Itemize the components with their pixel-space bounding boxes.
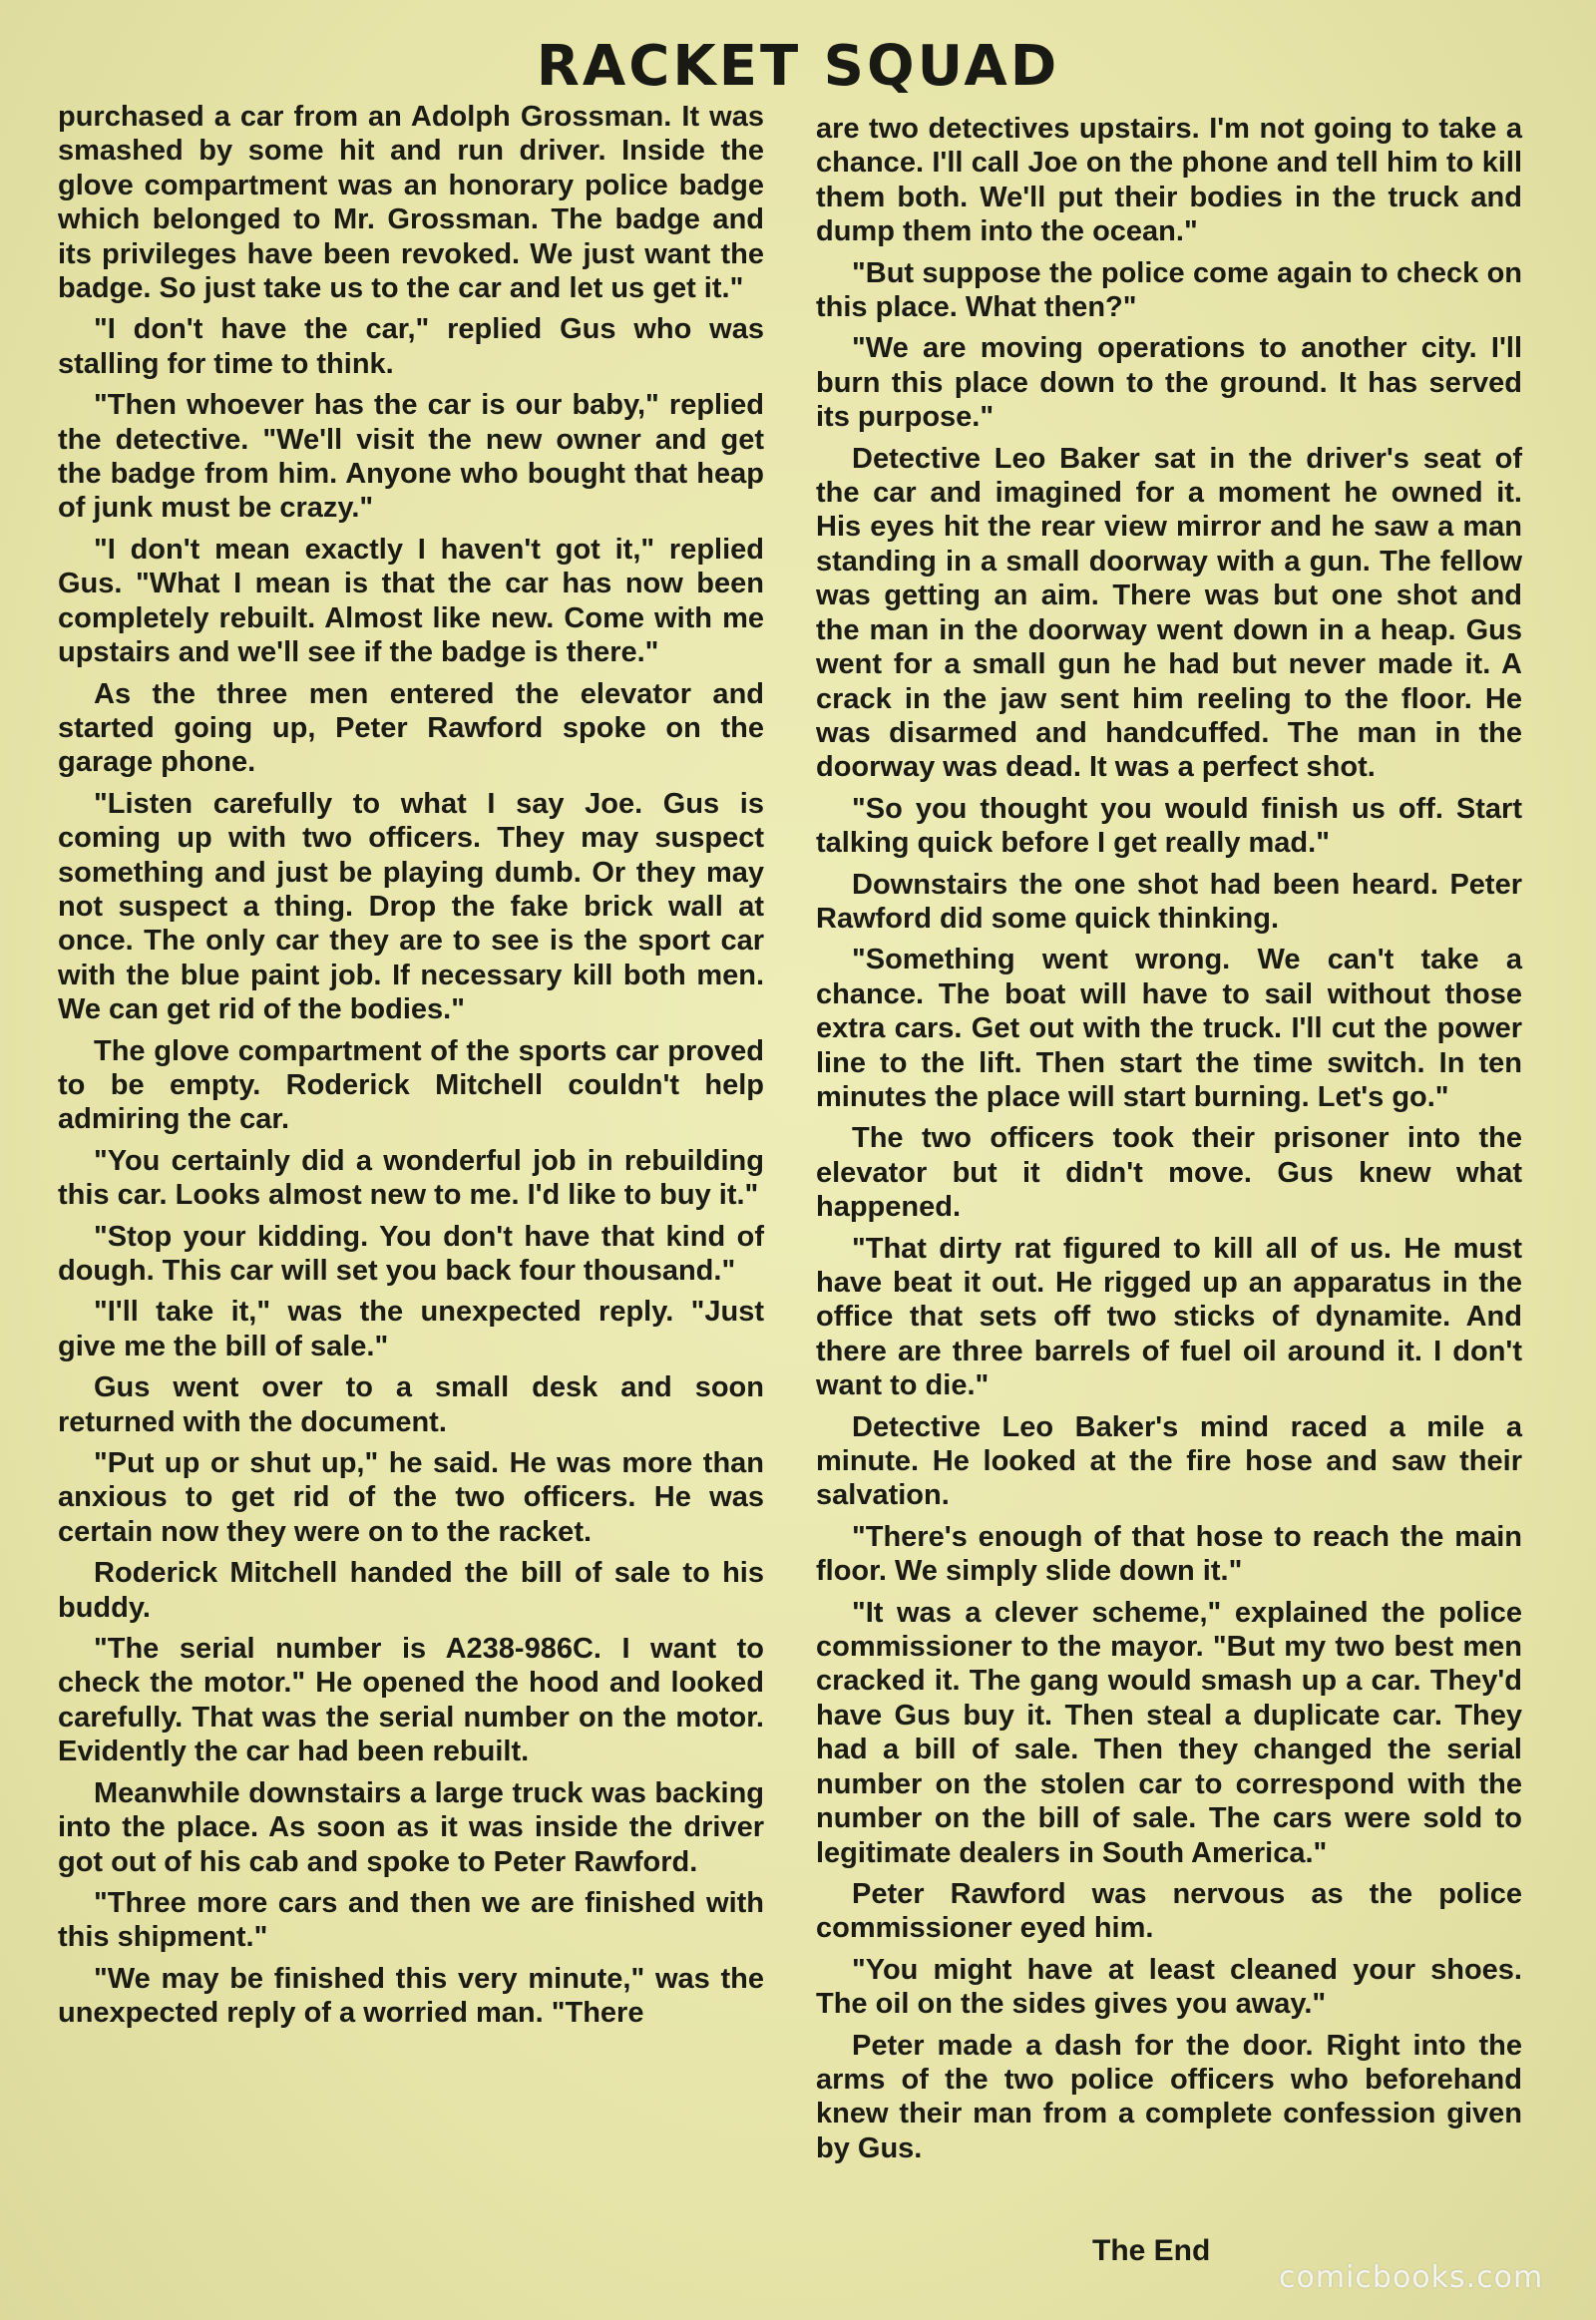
story-paragraph: The two officers took their prisoner into the elevator but it didn't move. Gus knew what happened. [816,1122,1522,1224]
story-paragraph: Peter made a dash for the door. Right into the arms of the two police officers who beforehand knew their man from a complete confession given by Gus. [816,2029,1522,2164]
story-paragraph: Detective Leo Baker's mind raced a mile a minute. He looked at the fire hose and saw their salvation. [816,1410,1522,1512]
story-paragraph: "Put up or shut up," he said. He was more than anxious to get rid of the two officers. He was certain now they were on to the racket. [58,1447,764,1548]
the-end-label: The End [1092,2234,1211,2267]
left-text-column [58,100,764,2038]
story-paragraph: "I don't have the car," replied Gus who was stalling for time to think. [58,313,764,380]
site-watermark: comicbooks.com [1279,2260,1544,2295]
story-paragraph: "The serial number is A238-986C. I want to check the motor." He opened the hood and looked carefully. That was the serial number on the motor. Evidently the car had been rebuilt. [58,1633,764,1768]
story-paragraph: "But suppose the police come again to check on this place. What then?" [816,256,1522,324]
story-paragraph: Meanwhile downstairs a large truck was backing into the place. As soon as it was inside the driver got out of his cab and spoke to Peter Rawford. [58,1776,764,1878]
story-paragraph: The glove compartment of the sports car proved to be empty. Roderick Mitchell couldn't help admiring the car. [58,1034,764,1136]
story-paragraph: "I'll take it," was the unexpected reply. "Just give me the bill of sale." [58,1296,764,1362]
story-paragraph: Detective Leo Baker sat in the driver's seat of the car and imagined for a moment he owned it. His eyes hit the rear view mirror and he saw a man standing in a small doorway with a gun. The fellow was getting an aim. There was but one shot and the man in the doorway went down in a heap. Gus went for a small gun he had but never made it. A crack in the jaw sent him reeling to the floor. He was disarmed and handcuffed. The man in the doorway was dead. It was a perfect shot. [816,442,1522,784]
story-paragraph: "We may be finished this very minute," was the unexpected reply of a worried man. "There [58,1962,764,2030]
story-paragraph: "Then whoever has the car is our baby," replied the detective. "We'll visit the new owner and get the badge from him. Anyone who bought that heap of junk must be crazy." [58,389,764,525]
right-text-column [816,112,1522,2172]
story-paragraph: "You certainly did a wonderful job in rebuilding this car. Looks almost new to me. I'd like to buy it." [58,1144,764,1212]
story-paragraph: "Three more cars and then we are finished with this shipment." [58,1886,764,1954]
story-paragraph: purchased a car from an Adolph Grossman. It was smashed by some hit and run driver. Inside the glove compartment was an honorary police badge which belonged to Mr. Grossman. The badge and its privileges have been revoked. We just want the badge. So just take us to the car and let us get it." [58,101,764,305]
story-paragraph: "It was a clever scheme," explained the police commissioner to the mayor. "But my two best men cracked it. The gang would smash up a car. They'd have Gus buy it. Then steal a duplicate car. They had a bill of sale. Then they changed the serial number on the stolen car to correspond with the number on the bill of sale. The cars were sold to legitimate dealers in South America." [816,1596,1522,1869]
story-paragraph: Roderick Mitchell handed the bill of sale to his buddy. [58,1557,764,1624]
story-paragraph: "So you thought you would finish us off. Start talking quick before I get really mad." [816,792,1522,860]
story-paragraph: As the three men entered the elevator and started going up, Peter Rawford spoke on the garage phone. [58,677,764,779]
story-paragraph: "Listen carefully to what I say Joe. Gus is coming up with two officers. They may suspect something and just be playing dumb. Or they may not suspect a thing. Drop the fake brick wall at once. The only car they are to see is the sport car with the blue paint job. If necessary kill both men. We can get rid of the bodies." [58,787,764,1026]
story-paragraph: are two detectives upstairs. I'm not going to take a chance. I'll call Joe on the phone and tell him to kill them both. We'll put their bodies in the truck and dump them into the ocean." [816,113,1522,248]
story-paragraph: "You might have at least cleaned your shoes. The oil on the sides gives you away." [816,1953,1522,2021]
story-paragraph: "Something went wrong. We can't take a chance. The boat will have to sail without those extra cars. Get out with the truck. I'll cut the power line to the lift. Then start the time switch. In ten minutes the place will start burning. Let's go." [816,944,1522,1113]
story-paragraph: "I don't mean exactly I haven't got it," replied Gus. "What I mean is that the car has now been completely rebuilt. Almost like new. Come with me upstairs and we'll see if the badge is there." [58,533,764,669]
story-paragraph: "We are moving operations to another city. I'll burn this place down to the ground. It has served its purpose." [816,332,1522,434]
story-paragraph: Downstairs the one shot had been heard. Peter Rawford did some quick thinking. [816,868,1522,935]
story-paragraph: "There's enough of that hose to reach the main floor. We simply slide down it." [816,1520,1522,1588]
story-paragraph: "Stop your kidding. You don't have that kind of dough. This car will set you back four thousand." [58,1220,764,1287]
page-title: RACKET SQUAD [536,34,1060,99]
story-paragraph: "That dirty rat figured to kill all of us. He must have beat it out. He rigged up an apparatus in the office that sets off two sticks of dynamite. And there are three barrels of fuel oil around it. I don't want to die." [816,1232,1522,1402]
story-paragraph: Peter Rawford was nervous as the police commissioner eyed him. [816,1877,1522,1945]
story-paragraph: Gus went over to a small desk and soon returned with the document. [58,1371,764,1438]
